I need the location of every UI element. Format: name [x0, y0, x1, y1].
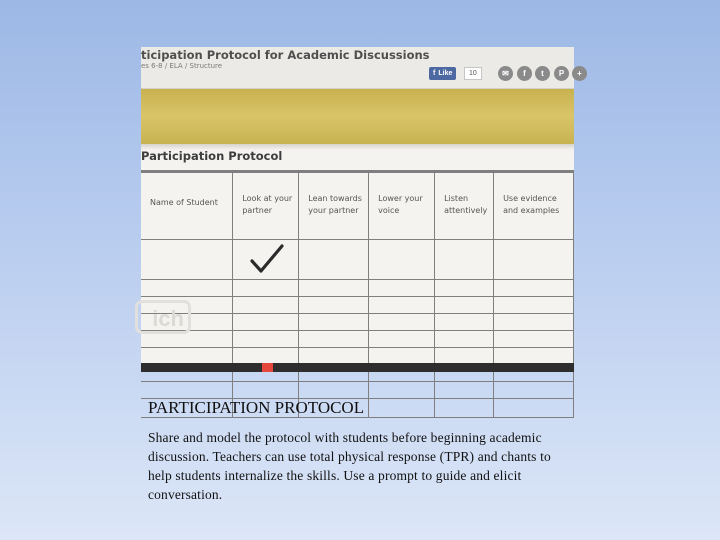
- facebook-icon: f: [433, 70, 436, 77]
- table-cell: [435, 331, 494, 348]
- table-cell: [141, 280, 233, 297]
- table-cell: [299, 382, 369, 399]
- column-header: Look at your partner: [233, 173, 299, 240]
- mail-icon[interactable]: ✉: [498, 66, 513, 81]
- table-cell: [494, 240, 574, 280]
- like-count: 10: [464, 67, 482, 80]
- table-cell: [299, 348, 369, 365]
- table-cell: [233, 331, 299, 348]
- table-cell: [141, 382, 233, 399]
- table-cell: [435, 280, 494, 297]
- table-cell: [141, 348, 233, 365]
- table-cell: [233, 297, 299, 314]
- table-cell: [369, 348, 435, 365]
- table-cell: [494, 280, 574, 297]
- table-row: [141, 297, 574, 314]
- protocol-title: Participation Protocol: [141, 149, 283, 163]
- table-cell: [299, 331, 369, 348]
- table-cell: [494, 297, 574, 314]
- table-cell: [299, 240, 369, 280]
- facebook-like-button[interactable]: [429, 67, 456, 80]
- facebook-icon[interactable]: f: [517, 66, 532, 81]
- table-cell: [233, 348, 299, 365]
- table-row: [141, 348, 574, 365]
- video-progress-bar[interactable]: [141, 363, 574, 372]
- table-cell: [435, 297, 494, 314]
- table-row: [141, 240, 574, 280]
- column-header: Use evidence and examples: [494, 173, 574, 240]
- progress-marker[interactable]: [262, 363, 273, 372]
- table-row: [141, 382, 574, 399]
- table-cell: [494, 399, 574, 418]
- video-screenshot: [141, 47, 582, 372]
- pinterest-icon[interactable]: P: [554, 66, 569, 81]
- table-cell: [435, 399, 494, 418]
- table-cell: [299, 280, 369, 297]
- slide-body: Share and model the protocol with students before beginning academic discussion. Teachers can use total physical response (TPR) and chants to help students internalize the skills. Use a prompt to guide and elicit conversation.: [148, 430, 551, 502]
- table-cell: [494, 331, 574, 348]
- like-label: Like: [438, 70, 453, 77]
- checkmark-icon: [249, 244, 285, 274]
- table-cell: [299, 297, 369, 314]
- table-header-row: [141, 173, 574, 240]
- table-cell: [435, 348, 494, 365]
- table-cell: [233, 240, 299, 280]
- table-cell: [369, 297, 435, 314]
- column-header: Lower your voice: [369, 173, 435, 240]
- table-cell: [141, 240, 233, 280]
- table-cell: [369, 280, 435, 297]
- breadcrumb: es 6-8 / ELA / Structure: [141, 62, 223, 70]
- table-cell: [435, 240, 494, 280]
- table-cell: [494, 348, 574, 365]
- table-row: [141, 314, 574, 331]
- more-icon[interactable]: +: [572, 66, 587, 81]
- video-title: ticipation Protocol for Academic Discussions: [141, 48, 430, 62]
- table-cell: [299, 314, 369, 331]
- table-cell: [233, 314, 299, 331]
- column-header: Name of Student: [141, 173, 233, 240]
- table-cell: [233, 280, 299, 297]
- watermark-logo: ich: [135, 300, 191, 334]
- gold-banner: [141, 89, 574, 144]
- protocol-table: [141, 172, 574, 418]
- table-cell: [369, 382, 435, 399]
- video-header: [141, 47, 582, 89]
- table-cell: [435, 314, 494, 331]
- twitter-icon[interactable]: t: [535, 66, 550, 81]
- table-cell: [233, 382, 299, 399]
- table-cell: [494, 382, 574, 399]
- table-row: [141, 280, 574, 297]
- table-cell: [369, 240, 435, 280]
- slide-heading: PARTICIPATION PROTOCOL: [148, 398, 365, 417]
- table-cell: [369, 399, 435, 418]
- table-cell: [369, 314, 435, 331]
- column-header: Lean towards your partner: [299, 173, 369, 240]
- table-cell: [435, 382, 494, 399]
- column-header: Listen attentively: [435, 173, 494, 240]
- table-row: [141, 331, 574, 348]
- table-cell: [369, 331, 435, 348]
- table-cell: [494, 314, 574, 331]
